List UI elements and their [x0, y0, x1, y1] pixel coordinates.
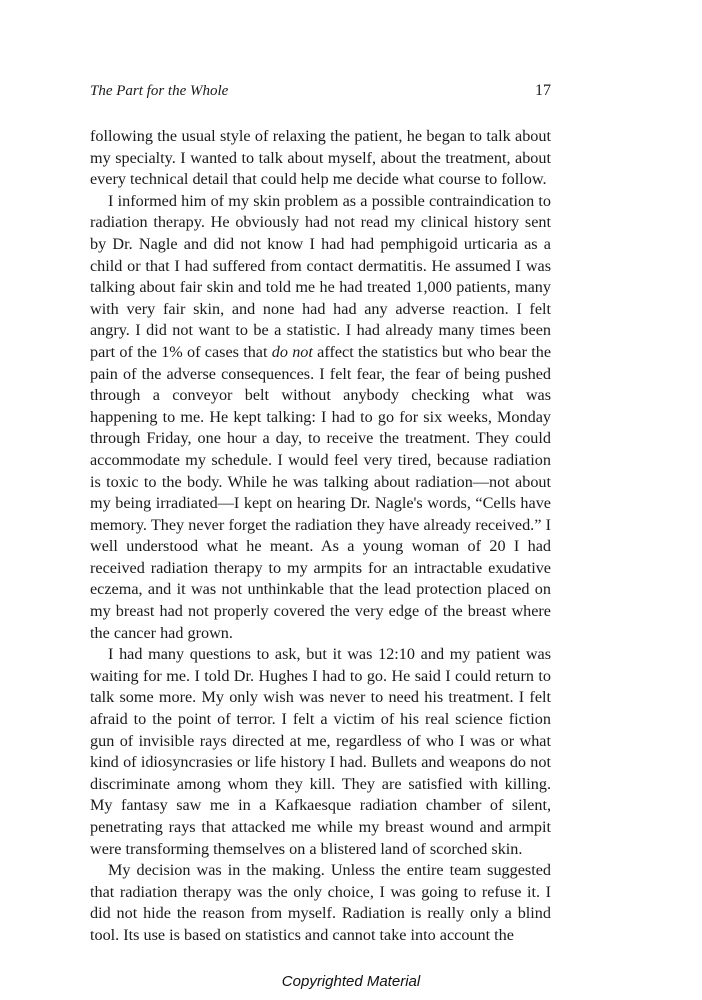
paragraph-2-part-1: I informed him of my skin problem as a possible contraindication to radiation therapy. He obviously had not read my clinical history sent by Dr. Nagle and did not know I had had pemphigoid urticaria as a child or that I had suffered from contact dermatitis. He assumed I was talking about fair skin and told me he had treated 1,000 patients, many with very fair skin, and none had had any adverse reaction. I felt angry. I did not want to be a statistic. I had already many times been part of the 1% of cases that — [90, 191, 551, 361]
paragraph-2-part-2: affect the statistics but who bear the pain of the adverse consequences. I felt fear, the fear of being pushed through a conveyor belt without anybody checking what was happening to me. He kept talking: I had to go for six weeks, Monday through Friday, one hour a day, to receive the treatment. They could accommodate my schedule. I would feel very tired, because radiation is toxic to the body. While he was talking about radiation—not about my being irradiated—I kept on hearing Dr. Nagle's words, “Cells have memory. They never forget the radiation they have already received.” I well understood what he meant. As a young woman of 20 I had received radiation therapy to my armpits for an intractable exudative eczema, and it was not unthinkable that the lead protection placed on my breast had not properly covered the very edge of the breast where the cancer had grown. — [90, 342, 552, 642]
paragraph-2 — [90, 191, 551, 644]
paragraph-4: My decision was in the making. Unless the entire team suggested that radiation therapy was the only choice, I was going to refuse it. I did not hide the reason from myself. Radiation is really only a blind tool. Its use is based on statistics and cannot take into account the — [90, 861, 551, 944]
paragraph-3: I had many questions to ask, but it was 12:10 and my patient was waiting for me. I told Dr. Hughes I had to go. He said I could return to talk some more. My only wish was never to need his treatment. I felt afraid to the point of terror. I felt a victim of his real science fiction gun of invisible rays directed at me, regardless of who I was or what kind of idiosyncrasies or life history I had. Bullets and weapons do not discriminate among whom they kill. They are satisfied with killing. My fantasy saw me in a Kafkaesque radiation chamber of silent, penetrating rays that attacked me while my breast wound and armpit were transforming themselves on a blistered land of scorched skin. — [90, 645, 551, 858]
running-header — [90, 81, 551, 105]
body-text — [90, 126, 551, 947]
page-number: 17 — [535, 82, 551, 99]
emphasis-do-not: do not — [271, 342, 313, 361]
paragraph-1: following the usual style of relaxing the patient, he began to talk about my specialty. I wanted to talk about myself, about the treatment, about every technical detail that could help me decide what course to follow. — [90, 127, 551, 189]
copyright-footer: Copyrighted Material — [281, 973, 421, 990]
running-title: The Part for the Whole — [90, 83, 229, 99]
